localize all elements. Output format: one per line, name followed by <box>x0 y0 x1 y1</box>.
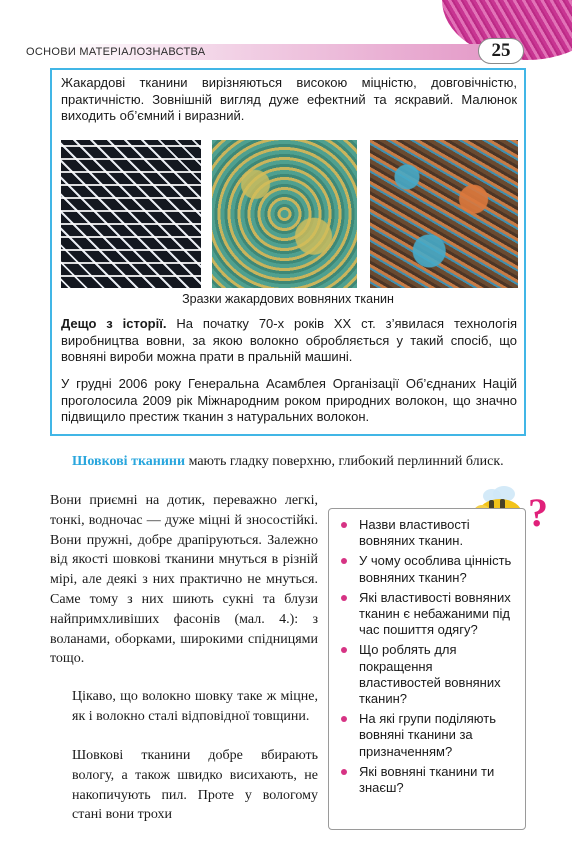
bullet-icon <box>341 647 347 653</box>
question-mark-icon <box>528 490 548 535</box>
history-text: На початку 70-х років ХХ ст. з’явилася технологія виробництва вовни, за якою волокно обробляється у такий спосіб, що вовняні вироби можна прати в пральній машині. <box>61 316 518 364</box>
info-box <box>50 68 526 436</box>
history-paragraph <box>61 316 517 366</box>
list-item: У чому особлива цінність вовняних тканин? <box>339 553 517 585</box>
silk-moisture-paragraph: Шовкові тканини добре вбирають вологу, а також швидко висихають, не накопичують пил. Проте у вологому стані вони трохи <box>72 748 318 823</box>
list-item: Які вовняні тканини ти знаєш? <box>339 764 517 796</box>
photo-caption: Зразки жакардових вовняних тканин <box>182 292 394 306</box>
running-header: ОСНОВИ МАТЕРІАЛОЗНАВСТВА <box>26 46 206 58</box>
fabric-photo-brown-blue <box>370 140 518 288</box>
svg-text:?: ? <box>528 490 548 535</box>
bullet-icon <box>341 595 347 601</box>
silk-intro-line <box>50 452 526 472</box>
jacquard-intro-text: Жакардові тканини вирізняються високою міцністю, довговічністю, практичністю. Зовнішній вигляд дуже ефектний та яскравий. Малюнок виходить об’ємний і виразний. <box>61 75 517 123</box>
questions-list <box>339 517 517 796</box>
list-item: Назви властивості вовняних тканин. <box>339 517 517 549</box>
silk-intro-text: мають гладку поверхню, глибокий перлинний блиск. <box>185 454 504 469</box>
list-item: На які групи поділяють вовняні тканини за призначенням? <box>339 711 517 760</box>
list-item: Що роблять для покращення властивостей вовняних тканин? <box>339 642 517 707</box>
review-questions-box <box>328 508 526 830</box>
bullet-icon <box>341 522 347 528</box>
bullet-icon <box>341 558 347 564</box>
fabric-photo-green-gold <box>212 140 357 288</box>
bullet-icon <box>341 716 347 722</box>
un-paragraph: У грудні 2006 року Генеральна Асамблея Організації Об’єднаних Націй проголосила 2009 рік Міжнародним роком природних волокон, що значно підвищило престиж тканин з натуральних волокон. <box>61 376 517 424</box>
bullet-icon <box>341 769 347 775</box>
page-number: 25 <box>478 38 524 64</box>
silk-strength-paragraph: Цікаво, що волокно шовку таке ж міцне, як і волокно сталі відповідної товщини. <box>72 689 318 724</box>
silk-properties-paragraph: Вони приємні на дотик, переважно легкі, тонкі, водночас — дуже міцні й зносостійкі. Вони пружні, добре драпіруються. Залежно від якості шовкові тканини мнуться в різній мірі, але деякі з них практично не мнуться. Саме тому з них шиють сукні та блузи найпримхливіших фасонів (мал. 4.): з воланами, оборками, широкими спідницями тощо. <box>50 493 318 667</box>
silk-fabrics-term: Шовкові тканини <box>72 454 186 469</box>
list-item: Які властивості вовняних тканин є небажаними під час пошиття одягу? <box>339 590 517 639</box>
fabric-photo-black-white <box>61 140 201 288</box>
history-heading: Дещо з історії. <box>61 316 167 331</box>
